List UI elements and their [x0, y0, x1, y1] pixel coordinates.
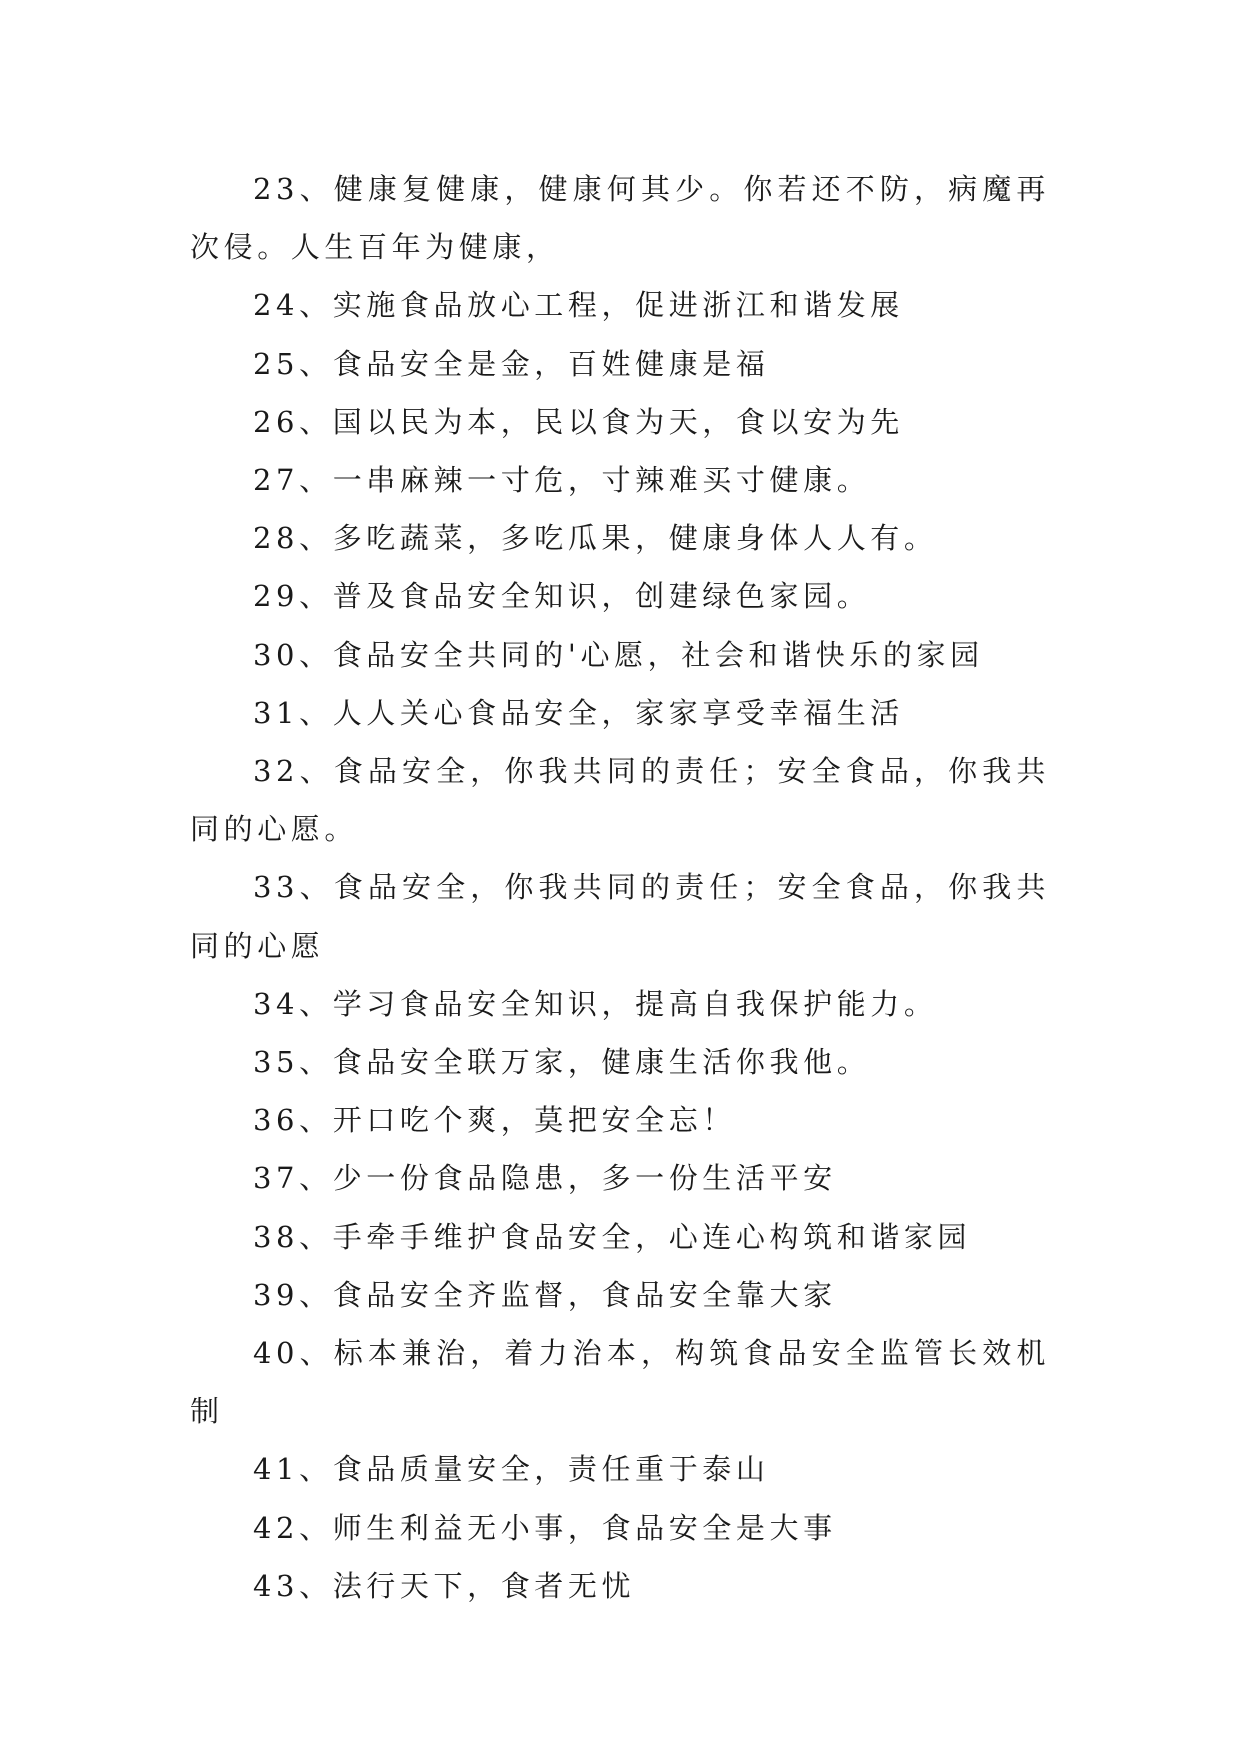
- slogan-item: 37、少一份食品隐患，多一份生活平安: [253, 1161, 837, 1196]
- slogan-item: 39、食品安全齐监督，食品安全靠大家: [253, 1277, 837, 1312]
- slogan-item: 40、标本兼治，着力治本，构筑食品安全监管长效机制: [190, 1336, 1050, 1429]
- slogan-item: 30、食品安全共同的'心愿，社会和谐快乐的家园: [253, 637, 984, 672]
- slogan-item: 41、食品质量安全，责任重于泰山: [253, 1452, 770, 1487]
- slogan-item: 33、食品安全，你我共同的责任；安全食品，你我共同的心愿: [190, 870, 1050, 963]
- slogan-item: 28、多吃蔬菜，多吃瓜果，健康身体人人有。: [253, 521, 938, 556]
- slogan-item: 35、食品安全联万家，健康生活你我他。: [253, 1045, 871, 1080]
- slogan-item: 36、开口吃个爽，莫把安全忘！: [253, 1103, 736, 1138]
- slogan-item: 32、食品安全，你我共同的责任；安全食品，你我共同的心愿。: [190, 754, 1050, 847]
- slogan-item: 26、国以民为本，民以食为天，食以安为先: [253, 404, 904, 439]
- slogan-item: 29、普及食品安全知识，创建绿色家园。: [253, 579, 871, 614]
- slogan-item: 27、一串麻辣一寸危，寸辣难买寸健康。: [253, 463, 871, 498]
- slogan-item: 31、人人关心食品安全，家家享受幸福生活: [253, 695, 904, 730]
- slogan-item: 24、实施食品放心工程，促进浙江和谐发展: [253, 288, 904, 323]
- slogan-item: 43、法行天下，食者无忧: [253, 1568, 636, 1603]
- slogan-item: 25、食品安全是金，百姓健康是福: [253, 346, 770, 381]
- slogan-item: 23、健康复健康，健康何其少。你若还不防，病魔再次侵。人生百年为健康，: [190, 172, 1050, 265]
- slogan-item: 34、学习食品安全知识，提高自我保护能力。: [253, 986, 938, 1021]
- slogan-item: 42、师生利益无小事，食品安全是大事: [253, 1510, 837, 1545]
- document-body: [190, 160, 1050, 1615]
- slogan-item: 38、手牵手维护食品安全，心连心构筑和谐家园: [253, 1219, 972, 1254]
